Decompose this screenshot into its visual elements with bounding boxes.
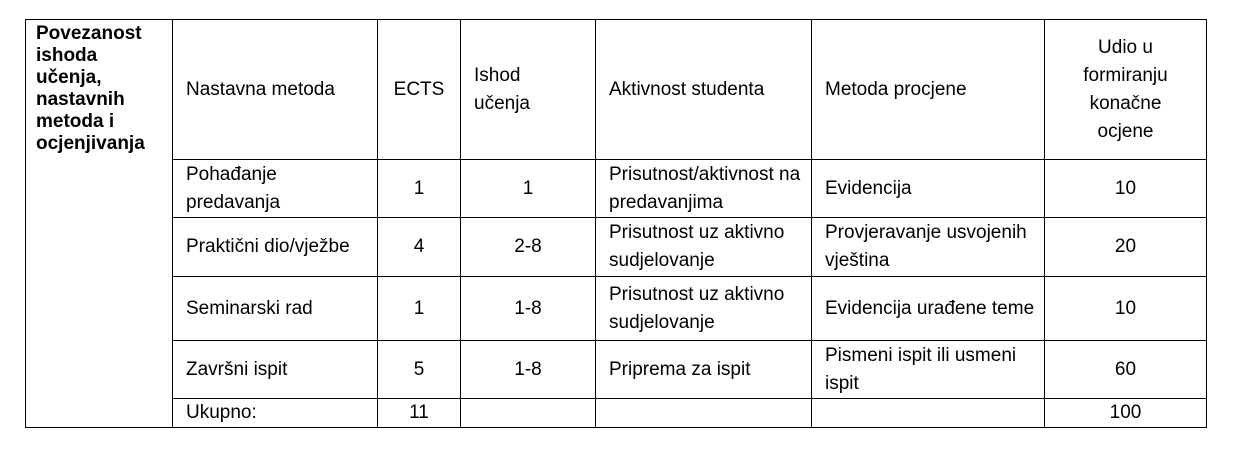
- header-outcome: [461, 20, 596, 160]
- assessment-table: [25, 19, 1207, 428]
- header-share-text: Udio u formiranju konačne ocjene: [1083, 36, 1168, 142]
- cell-share: 10: [1045, 277, 1207, 341]
- cell-outcome: 1-8: [461, 277, 596, 341]
- total-outcome-empty: [461, 399, 596, 428]
- total-label: Ukupno:: [173, 399, 378, 428]
- header-ects: ECTS: [378, 20, 461, 160]
- header-assessment: Metoda procjene: [812, 20, 1045, 160]
- cell-activity: Prisutnost uz aktivno sudjelovanje: [596, 218, 812, 277]
- total-activity-empty: [596, 399, 812, 428]
- cell-share: 60: [1045, 341, 1207, 399]
- cell-outcome: 1-8: [461, 341, 596, 399]
- table-row: [26, 341, 1207, 399]
- header-outcome-text: Ishod učenja: [474, 64, 530, 114]
- cell-assessment: Provjeravanje usvojenih vještina: [812, 218, 1045, 277]
- header-activity: Aktivnost studenta: [596, 20, 812, 160]
- table-row: [26, 277, 1207, 341]
- cell-activity: Prisutnost/aktivnost na predavanjima: [596, 160, 812, 218]
- table-row: [26, 160, 1207, 218]
- header-share: [1045, 20, 1207, 160]
- cell-ects: 1: [378, 277, 461, 341]
- cell-ects: 5: [378, 341, 461, 399]
- total-row: [26, 399, 1207, 428]
- cell-assessment: Evidencija urađene teme: [812, 277, 1045, 341]
- header-method: Nastavna metoda: [173, 20, 378, 160]
- cell-outcome: 1: [461, 160, 596, 218]
- cell-ects: 4: [378, 218, 461, 277]
- cell-ects: 1: [378, 160, 461, 218]
- total-ects: 11: [378, 399, 461, 428]
- cell-share: 20: [1045, 218, 1207, 277]
- total-assessment-empty: [812, 399, 1045, 428]
- cell-activity: Prisutnost uz aktivno sudjelovanje: [596, 277, 812, 341]
- cell-method: Pohađanje predavanja: [173, 160, 378, 218]
- cell-activity: Priprema za ispit: [596, 341, 812, 399]
- cell-assessment: Pismeni ispit ili usmeni ispit: [812, 341, 1045, 399]
- total-share: 100: [1045, 399, 1207, 428]
- side-label: Povezanost ishoda učenja, nastavnih metoda i ocjenjivanja: [26, 20, 173, 428]
- header-row: [26, 20, 1207, 160]
- table-row: [26, 218, 1207, 277]
- cell-assessment: Evidencija: [812, 160, 1045, 218]
- cell-outcome: 2-8: [461, 218, 596, 277]
- cell-method: Završni ispit: [173, 341, 378, 399]
- cell-method: Praktični dio/vježbe: [173, 218, 378, 277]
- cell-method: Seminarski rad: [173, 277, 378, 341]
- cell-share: 10: [1045, 160, 1207, 218]
